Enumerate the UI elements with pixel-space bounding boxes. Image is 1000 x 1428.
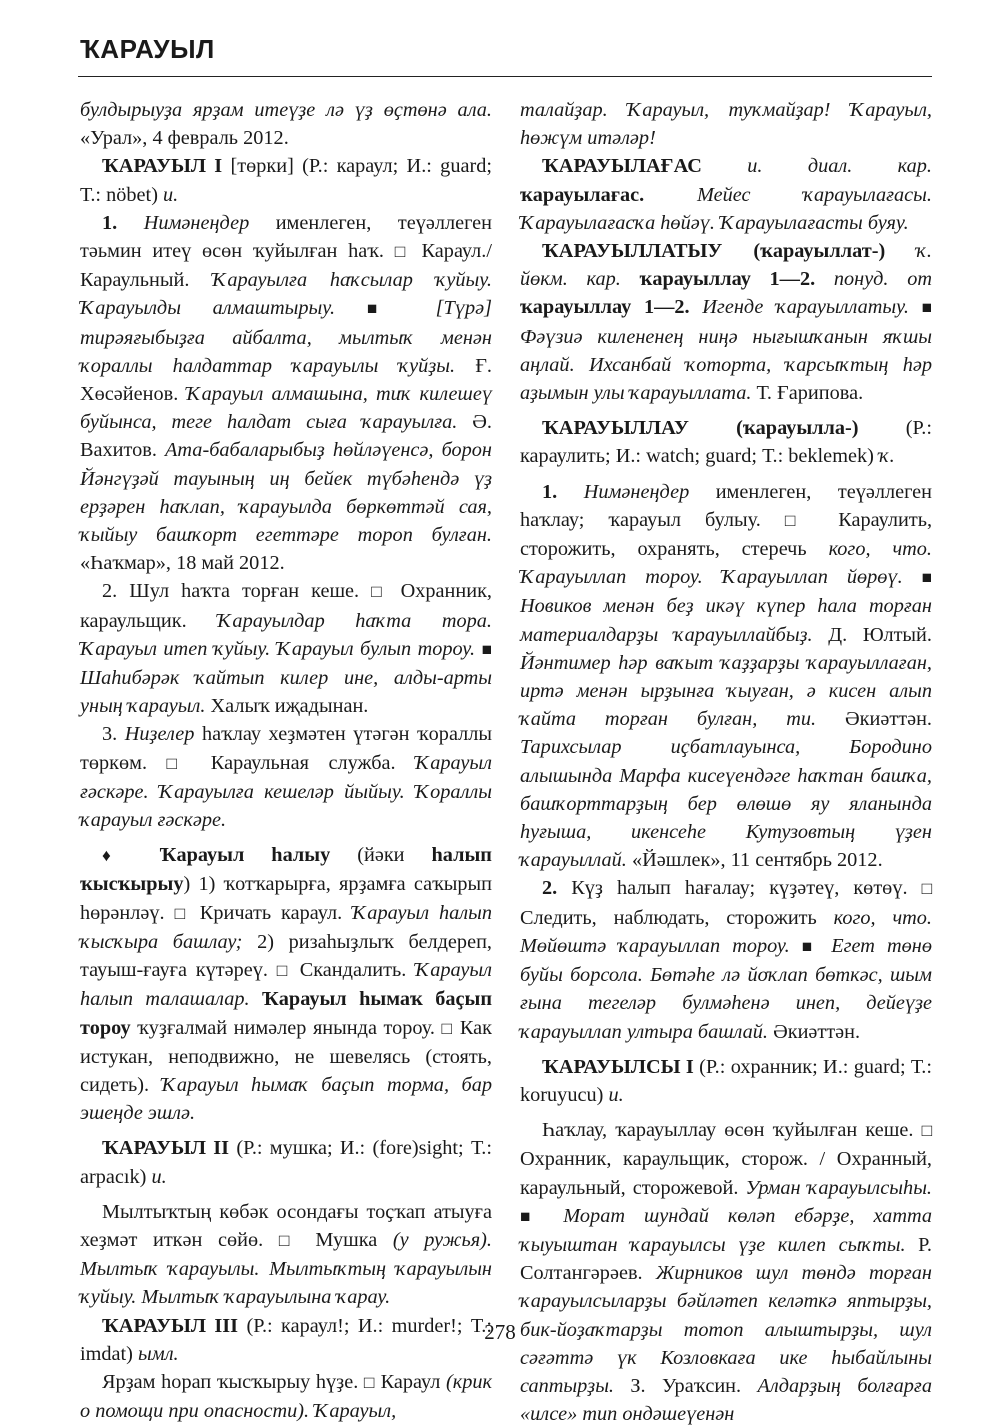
header-rule — [78, 76, 932, 77]
literary-example-marker-icon: ■ — [921, 568, 932, 588]
russian-translation: Как истукан, неподвижно, не шевелясь (стоять, сидеть). — [80, 1016, 493, 1096]
headword: ҠАРАУЫЛЛАУ — [542, 417, 689, 440]
phrase-headword: Ҡарауыл һалыу — [159, 844, 331, 867]
source-text: «Һаҡмар», 18 май 2012. — [80, 552, 285, 575]
russian-note: (крик о помощи при опасности). — [80, 1370, 493, 1423]
verb-stem: (ҡарауыллат-) — [722, 240, 917, 263]
source-text: Ғ. Хөсәйенов. — [80, 354, 492, 406]
translation-marker-icon: □ — [363, 1372, 375, 1392]
sense-2 — [80, 577, 492, 720]
russian-translation: Охранник, караульщик. — [80, 580, 493, 632]
russian-translation: Караул — [374, 1370, 446, 1393]
source-text: Ә. Вахитов. — [80, 411, 492, 462]
entry-header-karauylsy-1 — [520, 1053, 932, 1109]
source-text: Р. Солтангәрәев. — [520, 1233, 932, 1285]
example-text: булдырыуҙа ярҙам итеүҙе лә үҙ өҫтөнә ала. — [80, 99, 492, 121]
example-text: Ҡарауыллап тороу. Ҡарауыллап йөрөү. — [520, 566, 903, 589]
example-text: Ҡарауылға һаҡсылар ҡуйыу. Ҡарауылды алмаштырыу. — [80, 269, 492, 320]
example-text: Ҡарауыл һалып талашалар. — [80, 959, 493, 1011]
literary-example-marker-icon: ■ — [366, 299, 404, 319]
definition: 1) ҡотҡарырға, ярҙамға саҡырып һөрәнләү. — [80, 873, 492, 924]
definition: Мылтыҡтың көбәк осондағы тоҫҡап атыуға хеҙмәт иткән сөйө. — [80, 1200, 492, 1251]
example-text: Морат шундай көләп ебәрҙе, хатта ҡыуыштан ҡарауылсы үҙе килеп сыҡты. — [520, 1204, 933, 1256]
source-text: «Урал», 4 февраль 2012. — [80, 127, 289, 150]
etymology: (Р.: караул!; И.: murder!; Т.: imdat) — [80, 1314, 492, 1365]
part-of-speech: и. — [608, 1083, 624, 1106]
entry-text — [80, 96, 492, 152]
example-text: Мейес ҡарауылағасы. Ҡарауылағасҡа һөйәү. Ҡарауылағасты буяу. — [520, 183, 932, 234]
source-text: Халыҡ иҗадынан. — [205, 695, 369, 718]
definition: именлеген, теүәллеген һаҡлау; ҡарауыл булыу. — [520, 480, 932, 531]
example-text: Фәүзиә килененең ниңә нығышҡанын яҡшы аңлай. Ихсанбай ҡоторта, ҡарсыҡтың һәр аҙымын улы ҡарауыллата. — [520, 325, 932, 405]
part-of-speech: и. — [163, 183, 179, 206]
example-text: Ҡарауыл һалып ҡысҡыра башлау; — [80, 901, 492, 953]
etymology: (Р.: мушка; И.: (fore)sight; Т.: arpacık) — [80, 1137, 493, 1188]
etymology: [төрки] (Р.: караул; И.: guard; Т.: nöbet) — [80, 155, 492, 206]
example-text: Егет төнө буйы борсола. Бөтәһе лә йоҡлап бөткәс, шым ғына тегеләр булмәһенә инеп, дейеүҙе ҡарауыллап ултыра башлай. — [520, 934, 932, 1043]
definition-block — [80, 1198, 492, 1312]
sense-1 — [520, 478, 932, 875]
right-column — [520, 96, 932, 1428]
cross-reference: ҡарауыллау 1—2. — [520, 296, 690, 319]
verb-stem: (ҡарауылла-) — [688, 417, 859, 440]
definition-block — [520, 1116, 932, 1428]
page-number: 278 — [484, 1320, 516, 1344]
definition: Ярҙам һорап ҡысҡырыу һүҙе. — [102, 1370, 364, 1393]
definition: ҡуҙғалмай нимәлер янында тороу. — [130, 1016, 442, 1039]
example-text: Игенде ҡарауыллатыу. — [689, 296, 909, 319]
example-text: [Түрә] тирәяғыбыҙға айбалта, мылтыҡ менән ҡораллы һалдаттар ҡарауылы ҡуйҙы. — [80, 297, 493, 377]
headword: ҠАРАУЫЛ I — [102, 155, 223, 178]
russian-translation: Мушка — [299, 1228, 393, 1251]
definition: һаҡлау хеҙмәтен үтәгән ҡораллы төркөм. — [80, 723, 492, 774]
example-text: Йәнтимер һәр ваҡыт ҡаҙҙарҙы ҡарауыллаған, иртә менән ырҙынға ҡыуған, ә кисен алып ҡайта торған булған, ти. — [520, 651, 932, 731]
definition: Һаҡлау, ҡарауыллау өсөн ҡуйылған кеше. — [542, 1119, 922, 1142]
example-text: Ҡарауылдар һаҡта тора. Ҡарауыл итеп ҡуйыу. Ҡарауыл булып тороу. — [80, 609, 492, 660]
russian-note: кого, что. — [833, 906, 932, 929]
sense-number: 3. — [102, 723, 125, 746]
source-text: Д. Юлтый. — [812, 623, 932, 646]
translation-marker-icon: □ — [166, 753, 192, 773]
part-of-speech: и. — [151, 1165, 167, 1188]
russian-translation: Караул./ Караульный. — [80, 240, 492, 292]
literary-example-marker-icon: ■ — [520, 1206, 545, 1226]
entry-header-karauyl-2 — [80, 1134, 492, 1190]
headword: ҠАРАУЫЛ III — [102, 1314, 239, 1337]
headword: ҠАРАУЫЛСЫ I — [542, 1055, 694, 1078]
example-text: Ата-бабаларыбыҙ һөйләүенсә, борон Йәнгүҙәй тауының иң бейек түбәһендә үҙ ерҙәрен һаҡлап, ҡарауылда бөркөттәй сая, ҡыйыу башҡорт егеттәре тороп булған. — [80, 439, 492, 547]
running-title: ҠАРАУЫЛ — [80, 34, 215, 64]
sense-label: Нимәнеңдер — [583, 480, 690, 503]
definition: Күҙ һалып һағалау; күҙәтеү, көтөү. — [557, 877, 922, 900]
definition: именлеген, теүәллеген тәьмин итеү өсөн ҡуйылған һаҡ. — [80, 211, 492, 263]
translation-marker-icon: □ — [276, 961, 291, 981]
sense-number: 1. — [102, 211, 144, 234]
literary-example-marker-icon: ■ — [801, 936, 820, 956]
phraseology-block — [80, 841, 492, 1127]
russian-translation: Караульная служба. — [191, 751, 416, 774]
example-text: Ҡарауыл, — [309, 1400, 397, 1423]
entry-header-karauyl-1 — [80, 152, 492, 208]
grammar-note: (йәки — [330, 844, 432, 867]
example-text: Ҡарауыл алмашына, тиҡ килешеү буйынса, теге һалдат сыға ҡарауылға. — [80, 383, 492, 434]
part-of-speech: и. диал. кар. — [701, 155, 932, 178]
definition: Шул һаҡта торған кеше. — [117, 580, 372, 603]
source-text: Т. Ғарипова. — [751, 382, 864, 405]
sense-1 — [80, 209, 492, 578]
headword: ҠАРАУЫЛЛАТЫУ — [542, 240, 723, 263]
etymology: (Р.: охранник; И.: guard; Т.: koruyucu) — [520, 1055, 932, 1106]
translation-marker-icon: □ — [784, 510, 815, 530]
literary-example-marker-icon: ■ — [921, 298, 932, 318]
phrase-headword: Ҡарауыл һымаҡ баҫып тороу — [80, 988, 493, 1039]
source-text: «Йәшлек», 11 сентябрь 2012. — [626, 849, 883, 872]
part-of-speech: ҡ. — [878, 445, 895, 468]
entry-karauyllatyu — [520, 237, 932, 407]
example-text: Жирников шул төндә торған ҡарауылсыларҙы бәйләтеп келәткә яптырҙы, бик-йоҙаҡтарҙы тотоп алыштырҙы, шул сәғәттә үк Козловкаға ике һыбайлыны саптырҙы. — [520, 1262, 932, 1397]
russian-translation: Охранник, караульщик, сторож. / Охранный, караульный, сторожевой. — [520, 1148, 932, 1199]
russian-note: (у ружья). — [392, 1228, 492, 1251]
part-of-speech: ҡ. йөкм. кар. — [520, 240, 932, 291]
phrase-headword: һалып ҡысҡырыу — [80, 844, 492, 896]
example-text: Мылтыҡ ҡарауылы. Мылтыҡтың ҡарауылын ҡуйыу. Мылтыҡ ҡарауылына ҡарау. — [80, 1258, 492, 1309]
translation-marker-icon: □ — [278, 1230, 300, 1250]
russian-translation: Скандалить. — [290, 959, 416, 982]
definition-block — [80, 1368, 492, 1425]
sense-number: 1. — [542, 480, 584, 503]
example-text: талайҙар. Ҡарауыл, туҡмайҙар! Ҡарауыл, һөжүм итәләр! — [520, 99, 932, 150]
russian-note: кого, что. — [828, 538, 932, 561]
example-text: Алдарҙың болғарға «илсе» тип ондәшеүенән — [520, 1374, 932, 1426]
sense-3 — [80, 720, 492, 834]
translation-marker-icon: □ — [921, 879, 932, 899]
translation-marker-icon: □ — [441, 1018, 454, 1038]
entry-text — [520, 96, 932, 152]
left-column — [80, 96, 492, 1425]
sense-number: 2. — [542, 877, 558, 900]
sense-2 — [520, 874, 932, 1045]
cross-reference: ҡарауыллау 1—2. — [639, 268, 816, 291]
source-text: Әкиәттән. — [768, 1020, 861, 1043]
source-text: Әкиәттән. — [816, 708, 932, 731]
example-text: Урман ҡарауылсыһы. — [745, 1176, 932, 1199]
sense-number: 2. — [102, 580, 118, 603]
entry-karauylagas — [520, 152, 932, 237]
russian-translation: Следить, наблюдать, сторожить — [520, 906, 834, 929]
russian-translation: Караулить, сторожить, охранять, стеречь — [520, 508, 933, 561]
cross-reference: ҡарауылағас. — [520, 183, 645, 206]
phraseology-diamond-icon: ♦ — [102, 846, 133, 866]
etymology: (Р.: караулить; И.: watch; guard; Т.: beklemek) — [520, 417, 932, 468]
part-of-speech: ымл. — [138, 1342, 179, 1365]
translation-marker-icon: □ — [921, 1121, 932, 1141]
sense-label: Нимәнеңдер — [143, 211, 250, 234]
example-text: Шаһибәрәк ҡайтып килер ине, алды-арты уның ҡарауыл. — [80, 667, 492, 718]
russian-translation: Кричать караул. — [189, 901, 353, 924]
translation-marker-icon: □ — [174, 903, 190, 923]
translation-marker-icon: □ — [371, 582, 389, 602]
grammar-note: ) — [183, 873, 191, 896]
example-text: Новиков менән беҙ икәү күпер һала торған материалдарҙы ҡарауыллайбыҙ. — [520, 595, 932, 646]
example-text: Ҡарауыл ғәскәре. Ҡарауылға кешеләр йыйыу. Ҡораллы ҡарауыл ғәскәре. — [80, 751, 492, 832]
example-text: Мөйөштә ҡарауыллап тороу. — [520, 934, 790, 957]
headword: ҠАРАУЫЛ II — [102, 1137, 230, 1160]
sense-label: Ниҙелер — [124, 723, 195, 746]
entry-header-karauyllau — [520, 414, 932, 470]
literary-example-marker-icon: ■ — [481, 639, 492, 659]
translation-marker-icon: □ — [394, 242, 411, 262]
definition: 2) ризаһыҙлыҡ белдереп, тауыш-ғауға күтәреү. — [80, 930, 493, 982]
part-of-speech: понуд. от — [815, 268, 932, 291]
source-text: З. Ураҡсин. — [614, 1374, 758, 1397]
example-text: Тарихсылар иҫбатлауынса, Бородино алышында Марфа кисеүендәге һаҡтан башҡа, башҡорттарҙың бер өлөшө яу яланында һуғыша, икенсеһе Кутузовтың үҙен ҡарауыллай. — [520, 736, 932, 872]
headword: ҠАРАУЫЛАҒАС — [542, 155, 702, 178]
example-text: Ҡарауыл һымаҡ баҫып торма, бар эшеңде эшлә. — [80, 1073, 492, 1125]
